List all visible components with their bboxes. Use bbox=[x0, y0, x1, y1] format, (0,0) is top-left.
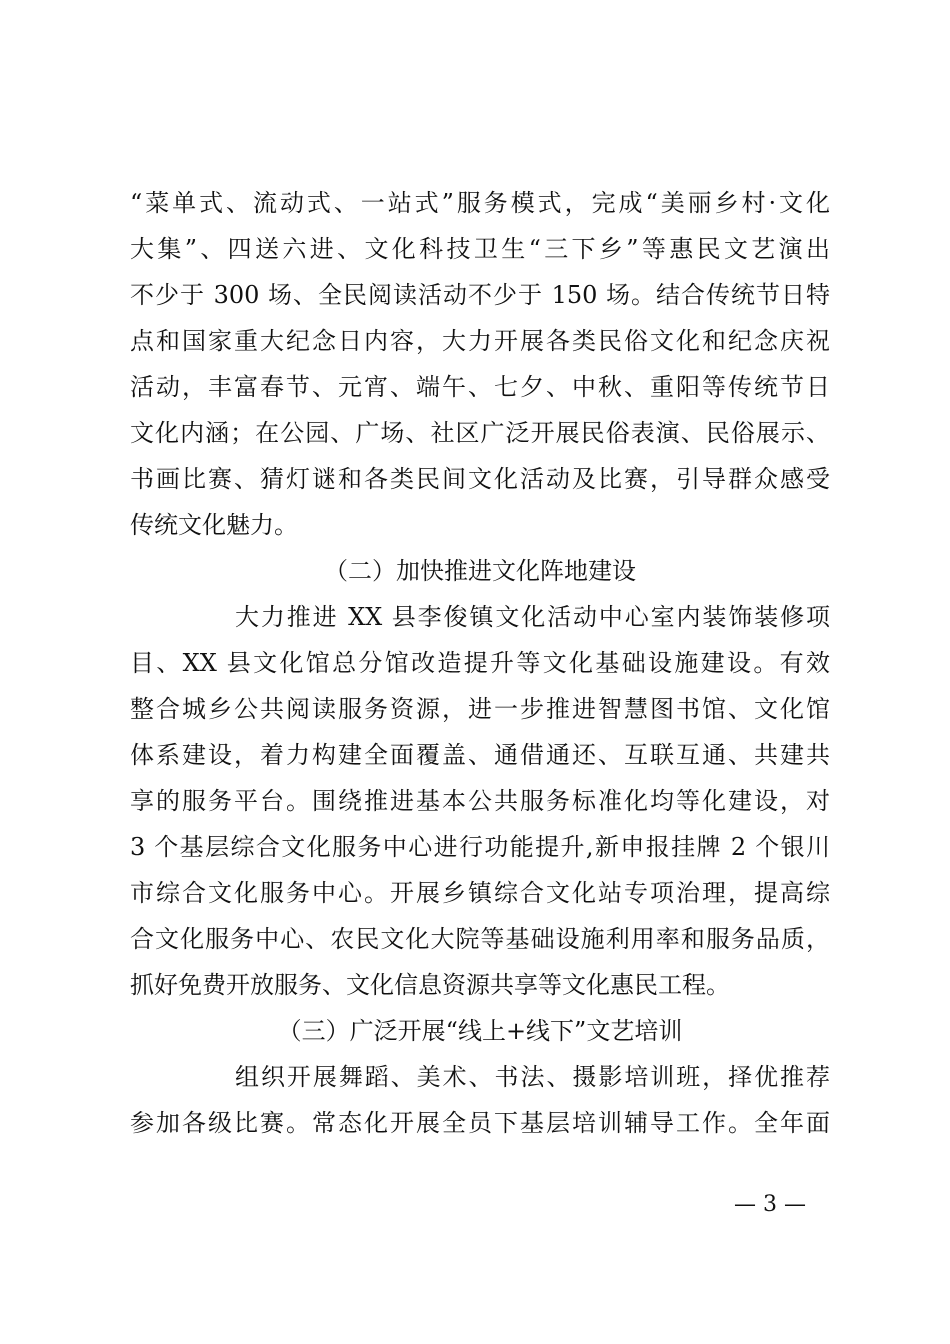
page-number: — 3 — bbox=[734, 1192, 806, 1217]
paragraph-line: 参加各级比赛。常态化开展全员下基层培训辅导工作。全年面 bbox=[130, 1109, 830, 1137]
paragraph-line: 合文化服务中心、农民文化大院等基础设施利用率和服务品质， bbox=[130, 925, 830, 953]
paragraph-line: 点和国家重大纪念日内容，大力开展各类民俗文化和纪念庆祝 bbox=[130, 327, 830, 355]
paragraph-line: 目、XX 县文化馆总分馆改造提升等文化基础设施建设。有效 bbox=[130, 649, 830, 677]
paragraph-line: 大力推进 XX 县李俊镇文化活动中心室内装饰装修项 bbox=[235, 603, 830, 631]
paragraph-line: 大集”、四送六进、文化科技卫生“三下乡”等惠民文艺演出 bbox=[130, 235, 830, 263]
paragraph-line: 组织开展舞蹈、美术、书法、摄影培训班，择优推荐 bbox=[235, 1063, 830, 1091]
paragraph-line: 市综合文化服务中心。开展乡镇综合文化站专项治理，提高综 bbox=[130, 879, 830, 907]
paragraph-line: 不少于 300 场、全民阅读活动不少于 150 场。结合传统节日特 bbox=[130, 281, 830, 309]
paragraph-line: 文化内涵；在公园、广场、社区广泛开展民俗表演、民俗展示、 bbox=[130, 419, 830, 447]
paragraph-line: 传统文化魅力。 bbox=[130, 511, 298, 539]
section-heading-three: （三）广泛开展“线上+线下”文艺培训 bbox=[277, 1017, 683, 1045]
paragraph-line: 3 个基层综合文化服务中心进行功能提升,新申报挂牌 2 个银川 bbox=[130, 833, 830, 861]
paragraph-line: 享的服务平台。围绕推进基本公共服务标准化均等化建设，对 bbox=[130, 787, 830, 815]
paragraph-line: “菜单式、流动式、一站式”服务模式，完成“美丽乡村·文化 bbox=[130, 189, 830, 217]
paragraph-line: 抓好免费开放服务、文化信息资源共享等文化惠民工程。 bbox=[130, 971, 730, 999]
paragraph-line: 体系建设，着力构建全面覆盖、通借通还、互联互通、共建共 bbox=[130, 741, 830, 769]
paragraph-line: 整合城乡公共阅读服务资源，进一步推进智慧图书馆、文化馆 bbox=[130, 695, 830, 723]
paragraph-line: 书画比赛、猜灯谜和各类民间文化活动及比赛，引导群众感受 bbox=[130, 465, 830, 493]
section-heading-two: （二）加快推进文化阵地建设 bbox=[324, 557, 636, 585]
paragraph-line: 活动，丰富春节、元宵、端午、七夕、中秋、重阳等传统节日 bbox=[130, 373, 830, 401]
